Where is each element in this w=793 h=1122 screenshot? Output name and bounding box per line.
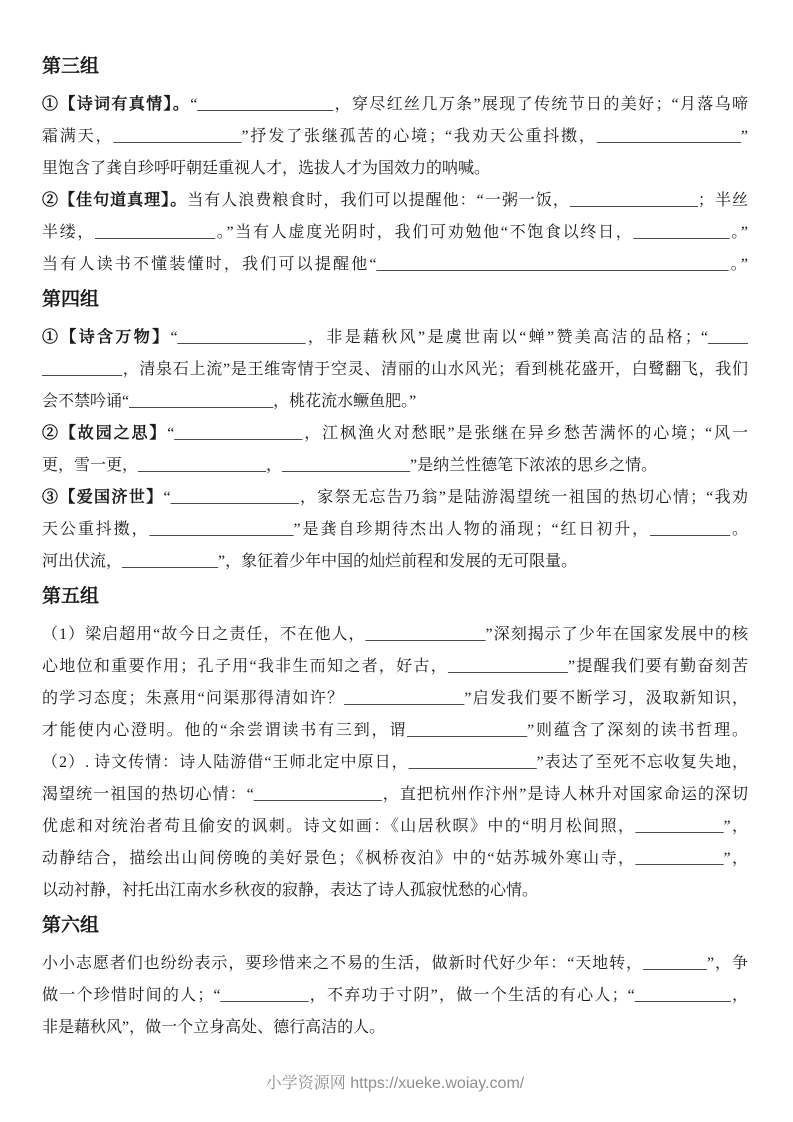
line-text: 非是藉秋风”，做一个立身高处、德行高洁的人。 <box>42 1019 386 1036</box>
text-line <box>42 546 748 578</box>
line-text: “_________________，穿尽红丝几万条”展现了传统节日的美好；“月落乌啼 <box>190 96 748 113</box>
text-line <box>42 980 748 1012</box>
section-title-group-5: 第五组 <box>42 586 100 607</box>
line-text: （1）梁启超用“故今日之责任，不在他人，_______________”深刻揭示了少年在国家发展中的核 <box>42 626 748 643</box>
line-text: 会不禁吟诵“__________________，桃花流水鳜鱼肥。” <box>42 393 417 410</box>
line-text: 里饱含了龚自珍呼吁朝廷重视人才，选拔人才为国效力的呐喊。 <box>42 160 491 177</box>
paragraph-good-sentences <box>42 185 748 281</box>
item-label: ②【佳句道真理】。 <box>42 192 188 209</box>
section-title-group-4: 第四组 <box>42 289 100 310</box>
text-line <box>42 482 748 514</box>
text-line <box>42 651 748 683</box>
paragraph-poetry-feelings <box>42 89 748 185</box>
line-text: 半缕，_______________。”当有人虚度光阴时，我们可劝勉他“不饱食以终日，____________。” <box>42 224 748 241</box>
item-label: ③【爱国济世】 <box>42 489 164 506</box>
line-text: “________________，江枫渔火对愁眠”是张继在异乡愁苦满怀的心境；“风一 <box>167 425 748 442</box>
paragraph-poetry-emotion-scenery <box>42 747 748 907</box>
text-line <box>42 121 748 153</box>
section-title-group-3: 第三组 <box>42 56 100 77</box>
text-line <box>42 322 748 354</box>
text-line <box>42 185 748 217</box>
text-line <box>42 153 748 185</box>
item-label: ①【诗词有真情】。 <box>42 96 191 113</box>
text-line <box>42 843 748 875</box>
line-text: 才能使内心澄明。他的“余尝谓读书有三到，谓_______________”则蕴含了深刻的读书哲理。 <box>42 722 748 739</box>
paragraph-homesickness <box>42 418 748 482</box>
footer-credit: 小学资源网 https://xueke.woiay.com/ <box>265 1075 525 1092</box>
line-text: 霜满天，________________”抒发了张继孤苦的心境；“我劝天公重抖擞，__________________” <box>42 128 748 145</box>
section-title-group-6: 第六组 <box>42 915 100 936</box>
line-text: 更，雪一更，________________，________________”是纳兰性德笔下浓浓的思乡之情。 <box>42 457 658 474</box>
text-line <box>42 450 748 482</box>
text-line <box>42 715 748 747</box>
paragraph-quotes-scholars <box>42 619 748 747</box>
line-text: __________，清泉石上流”是王维寄情于空灵、清丽的山水风光；看到桃花盛开，白鹭翻飞，我们 <box>42 361 748 378</box>
text-line <box>42 249 748 281</box>
text-line <box>42 747 748 779</box>
line-text: 渴望统一祖国的热切心情：“________________，直把杭州作汴州”是诗人林升对国家命运的深切 <box>42 786 748 803</box>
line-text: 做一个珍惜时间的人；“___________，不弃功于寸阴”，做一个生活的有心人；“____________， <box>42 987 748 1004</box>
line-text: 当有人读书不懂装懂时，我们可以提醒他“____________________________________________。” <box>42 256 748 273</box>
item-label: ②【故园之思】 <box>42 425 168 442</box>
line-text: 优虑和对统治者苟且偷安的讽刺。诗文如画：《山居秋暝》中的“明月松间照，___________”， <box>42 818 748 835</box>
text-line <box>42 683 748 715</box>
text-line <box>42 948 748 980</box>
text-line <box>42 514 748 546</box>
text-line <box>42 619 748 651</box>
text-line <box>42 1012 748 1044</box>
paragraph-volunteers <box>42 948 748 1044</box>
line-text: 当有人浪费粮食时，我们可以提醒他：“一粥一饭，________________；半丝 <box>187 192 748 209</box>
line-text: 河出伏流，____________”，象征着少年中国的灿烂前程和发展的无可限量。 <box>42 553 578 570</box>
text-line <box>42 386 748 418</box>
line-text: “________________，非是藉秋风”是虞世南以“蝉”赞美高洁的品格；“_____ <box>170 329 748 346</box>
paragraph-patriotism <box>42 482 748 578</box>
line-text: “________________，家祭无忘告乃翁”是陆游渴望统一祖国的热切心情；“我劝 <box>163 489 748 506</box>
text-line <box>42 811 748 843</box>
line-text: 的学习态度；朱熹用“问渠那得清如许？_______________”启发我们要不断学习，汲取新知识， <box>42 690 748 707</box>
line-text: 以动衬静，衬托出江南水乡秋夜的寂静，表达了诗人孤寂忧愁的心情。 <box>42 882 539 899</box>
line-text: 天公重抖擞，__________________”是龚自珍期待杰出人物的涌现；“红日初升，__________。 <box>42 521 748 538</box>
paragraph-poetry-of-things <box>42 322 748 418</box>
text-line <box>42 875 748 907</box>
line-text: 心地位和重要作用；孔子用“我非生而知之者，好古，_______________”提醒我们要有勤奋刻苦 <box>42 658 748 675</box>
text-line <box>42 89 748 121</box>
text-line <box>42 779 748 811</box>
line-text: （2）. 诗文传情：诗人陆游借“王师北定中原日，________________”表达了至死不忘收复失地， <box>42 754 748 771</box>
line-text: 动静结合，描绘出山间傍晚的美好景色；《枫桥夜泊》中的“姑苏城外寒山寺，___________”， <box>42 850 748 867</box>
text-line <box>42 354 748 386</box>
line-text: 小小志愿者们也纷纷表示，要珍惜来之不易的生活，做新时代好少年：“天地转，________”，争 <box>42 955 748 972</box>
item-label: ①【诗含万物】 <box>42 329 171 346</box>
text-line <box>42 418 748 450</box>
text-line <box>42 217 748 249</box>
